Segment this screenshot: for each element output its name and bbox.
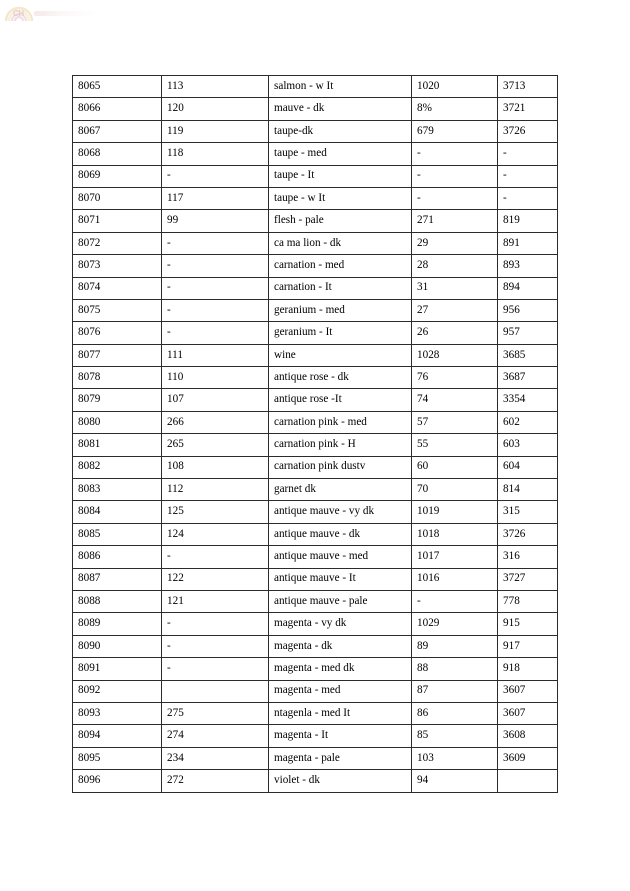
cell-num1: - [412, 143, 498, 165]
cell-num2: 3726 [498, 120, 558, 142]
watermark-text: CH [13, 9, 24, 18]
cell-name: wine [269, 344, 412, 366]
cell-num2: 3721 [498, 98, 558, 120]
cell-num1: 1020 [412, 76, 498, 98]
table-row [73, 434, 558, 456]
cell-code: 8076 [73, 322, 162, 344]
cell-name: antique mauve - pale [269, 590, 412, 612]
cell-code: 8089 [73, 613, 162, 635]
cell-num2: 3607 [498, 680, 558, 702]
cell-name: magenta - It [269, 725, 412, 747]
cell-alt: - [162, 232, 269, 254]
page-watermark [4, 2, 100, 28]
table-row [73, 613, 558, 635]
cell-name: geranium - It [269, 322, 412, 344]
cell-num1: 1019 [412, 501, 498, 523]
cell-alt: - [162, 658, 269, 680]
table-row [73, 456, 558, 478]
cell-num2: 891 [498, 232, 558, 254]
cell-name: antique rose -It [269, 389, 412, 411]
table-row [73, 389, 558, 411]
cell-name: taupe - It [269, 165, 412, 187]
cell-alt: - [162, 165, 269, 187]
cell-num2: 3609 [498, 747, 558, 769]
cell-code: 8096 [73, 770, 162, 792]
cell-num2: 956 [498, 299, 558, 321]
cell-num1: 28 [412, 255, 498, 277]
cell-code: 8072 [73, 232, 162, 254]
cell-num1: 27 [412, 299, 498, 321]
cell-num1: - [412, 165, 498, 187]
cell-code: 8075 [73, 299, 162, 321]
cell-num1: 1017 [412, 546, 498, 568]
cell-code: 8091 [73, 658, 162, 680]
cell-num2: 3687 [498, 367, 558, 389]
cell-code: 8077 [73, 344, 162, 366]
cell-name: carnation pink - H [269, 434, 412, 456]
cell-name: antique mauve - med [269, 546, 412, 568]
cell-code: 8093 [73, 702, 162, 724]
cell-name: magenta - med [269, 680, 412, 702]
cell-code: 8071 [73, 210, 162, 232]
table-row [73, 232, 558, 254]
cell-num1: 26 [412, 322, 498, 344]
cell-num2: 778 [498, 590, 558, 612]
cell-num2: 603 [498, 434, 558, 456]
cell-code: 8090 [73, 635, 162, 657]
cell-num2: 3727 [498, 568, 558, 590]
cell-name: geranium - med [269, 299, 412, 321]
table-row [73, 299, 558, 321]
cell-num2: 915 [498, 613, 558, 635]
cell-code: 8088 [73, 590, 162, 612]
table-row [73, 501, 558, 523]
cell-code: 8073 [73, 255, 162, 277]
cell-alt: 122 [162, 568, 269, 590]
cell-code: 8078 [73, 367, 162, 389]
cell-num2: 3607 [498, 702, 558, 724]
cell-code: 8074 [73, 277, 162, 299]
table-row [73, 747, 558, 769]
table-row [73, 165, 558, 187]
cell-alt: 117 [162, 187, 269, 209]
cell-alt: - [162, 635, 269, 657]
table-row [73, 658, 558, 680]
cell-alt: 119 [162, 120, 269, 142]
cell-name: magenta - med dk [269, 658, 412, 680]
cell-name: garnet dk [269, 479, 412, 501]
cell-name: antique mauve - vy dk [269, 501, 412, 523]
table-row [73, 143, 558, 165]
table-row [73, 187, 558, 209]
cell-num2: - [498, 143, 558, 165]
cell-name: carnation pink - med [269, 411, 412, 433]
table-row [73, 635, 558, 657]
cell-num1: 55 [412, 434, 498, 456]
cell-alt: 111 [162, 344, 269, 366]
cell-num2: - [498, 187, 558, 209]
cell-code: 8065 [73, 76, 162, 98]
cell-num2: 819 [498, 210, 558, 232]
cell-alt: - [162, 299, 269, 321]
cell-num1: 74 [412, 389, 498, 411]
cell-code: 8081 [73, 434, 162, 456]
cell-num2 [498, 770, 558, 792]
cell-alt: 99 [162, 210, 269, 232]
cell-name: antique rose - dk [269, 367, 412, 389]
cell-code: 8087 [73, 568, 162, 590]
cell-num1: 8% [412, 98, 498, 120]
cell-num1: 85 [412, 725, 498, 747]
table-row [73, 76, 558, 98]
cell-name: magenta - vy dk [269, 613, 412, 635]
rainbow-arc-icon [4, 2, 34, 22]
cell-num2: 3354 [498, 389, 558, 411]
table-row [73, 568, 558, 590]
cell-num2: 893 [498, 255, 558, 277]
cell-alt: - [162, 546, 269, 568]
cell-num1: 31 [412, 277, 498, 299]
cell-num1: 1029 [412, 613, 498, 635]
cell-alt: 108 [162, 456, 269, 478]
cell-code: 8068 [73, 143, 162, 165]
cell-code: 8069 [73, 165, 162, 187]
cell-num1: 679 [412, 120, 498, 142]
cell-num1: 70 [412, 479, 498, 501]
cell-num2: 917 [498, 635, 558, 657]
table-row [73, 210, 558, 232]
cell-alt: 234 [162, 747, 269, 769]
cell-num2: 315 [498, 501, 558, 523]
cell-alt: 265 [162, 434, 269, 456]
cell-num2: 3608 [498, 725, 558, 747]
table-row [73, 725, 558, 747]
cell-num1: 1018 [412, 523, 498, 545]
cell-code: 8080 [73, 411, 162, 433]
cell-alt: 120 [162, 98, 269, 120]
cell-code: 8079 [73, 389, 162, 411]
cell-num2: 894 [498, 277, 558, 299]
table-row [73, 277, 558, 299]
table-row [73, 702, 558, 724]
thread-color-conversion-table [72, 75, 558, 793]
cell-code: 8082 [73, 456, 162, 478]
cell-alt: 266 [162, 411, 269, 433]
cell-name: antique mauve - It [269, 568, 412, 590]
cell-num1: 29 [412, 232, 498, 254]
cell-alt: 125 [162, 501, 269, 523]
cell-num1: 1016 [412, 568, 498, 590]
table-row [73, 120, 558, 142]
cell-name: taupe - w It [269, 187, 412, 209]
cell-name: carnation - med [269, 255, 412, 277]
cell-name: carnation pink dustv [269, 456, 412, 478]
cell-alt: 113 [162, 76, 269, 98]
cell-num1: 86 [412, 702, 498, 724]
cell-name: violet - dk [269, 770, 412, 792]
cell-num1: 88 [412, 658, 498, 680]
cell-code: 8070 [73, 187, 162, 209]
cell-num2: 814 [498, 479, 558, 501]
cell-code: 8067 [73, 120, 162, 142]
cell-num1: 89 [412, 635, 498, 657]
cell-name: carnation - It [269, 277, 412, 299]
cell-code: 8086 [73, 546, 162, 568]
cell-code: 8084 [73, 501, 162, 523]
cell-code: 8092 [73, 680, 162, 702]
cell-alt: 110 [162, 367, 269, 389]
cell-alt: 124 [162, 523, 269, 545]
cell-name: taupe-dk [269, 120, 412, 142]
table-row [73, 523, 558, 545]
cell-name: salmon - w It [269, 76, 412, 98]
table-body [73, 76, 558, 793]
cell-name: taupe - med [269, 143, 412, 165]
cell-num1: 57 [412, 411, 498, 433]
cell-alt: 275 [162, 702, 269, 724]
table-row [73, 680, 558, 702]
cell-num2: 3726 [498, 523, 558, 545]
cell-name: ca ma lion - dk [269, 232, 412, 254]
cell-alt: - [162, 613, 269, 635]
table-row [73, 367, 558, 389]
cell-alt: 272 [162, 770, 269, 792]
cell-num2: 3685 [498, 344, 558, 366]
cell-num1: - [412, 590, 498, 612]
cell-code: 8085 [73, 523, 162, 545]
cell-name: flesh - pale [269, 210, 412, 232]
cell-code: 8083 [73, 479, 162, 501]
cell-alt: - [162, 277, 269, 299]
table-row [73, 344, 558, 366]
cell-alt: 112 [162, 479, 269, 501]
cell-num2: 957 [498, 322, 558, 344]
cell-num2: 3713 [498, 76, 558, 98]
cell-num2: 604 [498, 456, 558, 478]
table-row [73, 590, 558, 612]
cell-name: magenta - dk [269, 635, 412, 657]
cell-alt: 274 [162, 725, 269, 747]
cell-code: 8094 [73, 725, 162, 747]
table-row [73, 479, 558, 501]
cell-num1: 94 [412, 770, 498, 792]
cell-num2: 316 [498, 546, 558, 568]
table-row [73, 98, 558, 120]
cell-alt [162, 680, 269, 702]
table-row [73, 546, 558, 568]
cell-alt: 121 [162, 590, 269, 612]
table-row [73, 770, 558, 792]
cell-num2: 602 [498, 411, 558, 433]
cell-num2: - [498, 165, 558, 187]
cell-name: magenta - pale [269, 747, 412, 769]
cell-name: ntagenla - med It [269, 702, 412, 724]
cell-num2: 918 [498, 658, 558, 680]
cell-num1: 103 [412, 747, 498, 769]
table-row [73, 322, 558, 344]
cell-num1: 87 [412, 680, 498, 702]
cell-alt: 107 [162, 389, 269, 411]
cell-alt: - [162, 255, 269, 277]
cell-code: 8066 [73, 98, 162, 120]
table-row [73, 255, 558, 277]
cell-num1: 1028 [412, 344, 498, 366]
cell-num1: 76 [412, 367, 498, 389]
watermark-smear [34, 11, 96, 16]
cell-alt: - [162, 322, 269, 344]
table-row [73, 411, 558, 433]
cell-num1: 60 [412, 456, 498, 478]
cell-num1: - [412, 187, 498, 209]
cell-name: antique mauve - dk [269, 523, 412, 545]
cell-alt: 118 [162, 143, 269, 165]
cell-name: mauve - dk [269, 98, 412, 120]
cell-code: 8095 [73, 747, 162, 769]
cell-num1: 271 [412, 210, 498, 232]
